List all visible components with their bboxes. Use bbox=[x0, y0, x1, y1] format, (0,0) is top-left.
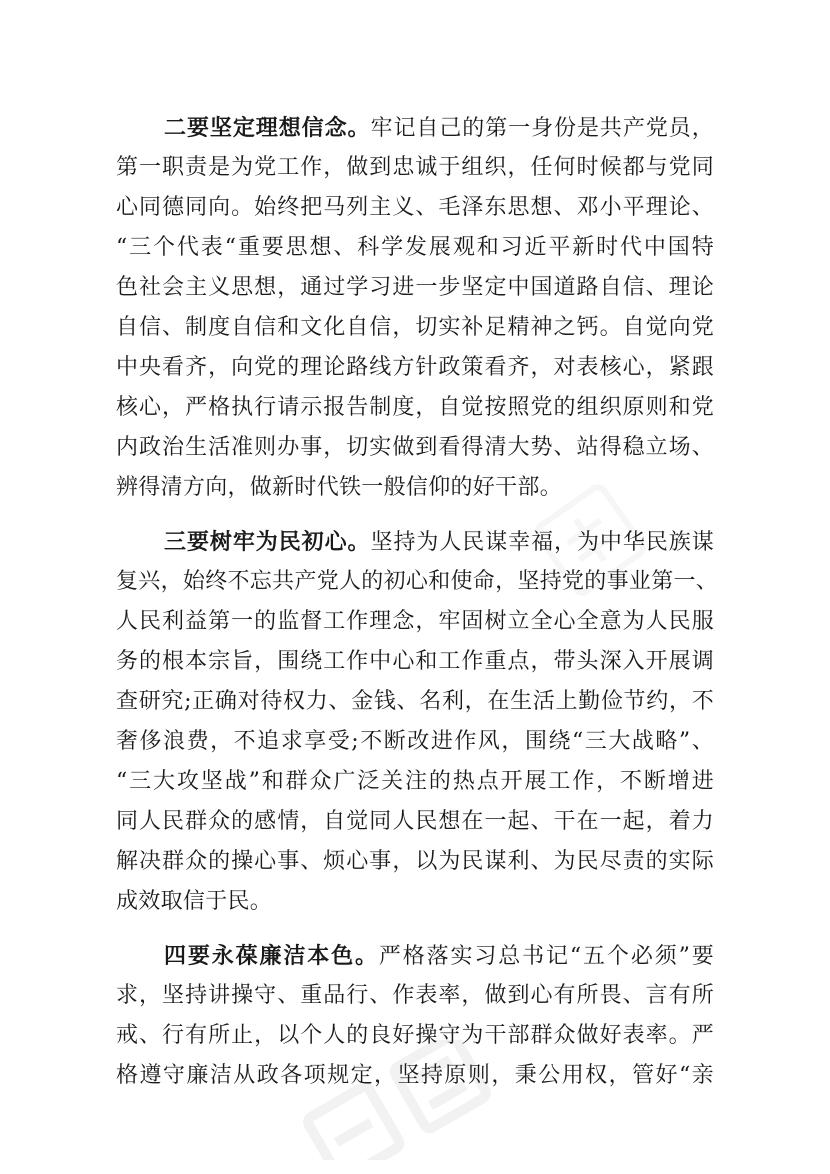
paragraph-line: “三个代表“重要思想、科学发展观和习近平新时代中国特 bbox=[116, 235, 714, 260]
paragraph-line: 中央看齐，向党的理论路线方针政策看齐，对表核心，紧跟 bbox=[116, 355, 714, 380]
paragraph-line: 务的根本宗旨，围绕工作中心和工作重点，带头深入开展调 bbox=[116, 649, 714, 674]
paragraph-line: 戒、行有所止，以个人的良好操守为干部群众做好表率。严 bbox=[116, 1023, 714, 1048]
paragraph-heading: 四要永葆廉洁本色。 bbox=[164, 943, 379, 969]
paragraph-line: 解决群众的操心事、烦心事，以为民谋利、为民尽责的实际 bbox=[116, 849, 714, 874]
paragraph-line: 成效取信于民。 bbox=[116, 889, 273, 914]
document-body bbox=[116, 108, 719, 1110]
paragraph-line: 查研究;正确对待权力、金钱、名利，在生活上勤俭节约，不 bbox=[116, 689, 714, 714]
paragraph-line: 第一职责是为党工作，做到忠诚于组织，任何时候都与党同 bbox=[116, 155, 714, 180]
paragraph-people-first bbox=[116, 522, 719, 922]
paragraph-line: 奢侈浪费，不追求享受;不断改进作风，围绕“三大战略”、 bbox=[116, 729, 714, 754]
paragraph-line bbox=[116, 936, 714, 976]
paragraph-line: 内政治生活准则办事，切实做到看得清大势、站得稳立场、 bbox=[116, 435, 714, 460]
paragraph-heading: 二要坚定理想信念。 bbox=[164, 115, 371, 141]
paragraph-line: “三大攻坚战”和群众广泛关注的热点开展工作，不断增进 bbox=[116, 769, 714, 794]
paragraph-line: 复兴，始终不忘共产党人的初心和使命，坚持党的事业第一、 bbox=[116, 569, 719, 594]
paragraph-line: 同人民群众的感情，自觉同人民想在一起、干在一起，着力 bbox=[116, 809, 714, 834]
paragraph-integrity bbox=[116, 936, 714, 1096]
paragraph-line: 自信、制度自信和文化自信，切实补足精神之钙。自觉向党 bbox=[116, 315, 714, 340]
paragraph-heading: 三要树牢为民初心。 bbox=[164, 529, 371, 555]
paragraph-text: 严格落实习总书记“五个必须”要 bbox=[378, 944, 714, 969]
paragraph-text: 坚持为人民谋幸福，为中华民族谋 bbox=[370, 530, 714, 555]
paragraph-line: 求，坚持讲操守、重品行、作表率，做到心有所畏、言有所 bbox=[116, 983, 714, 1008]
paragraph-line: 核心，严格执行请示报告制度，自觉按照党的组织原则和党 bbox=[116, 395, 714, 420]
paragraph-line: 格遵守廉洁从政各项规定，坚持原则，秉公用权，管好“亲 bbox=[116, 1063, 714, 1088]
paragraph-line bbox=[116, 522, 714, 562]
paragraph-line: 心同德同向。始终把马列主义、毛泽东思想、邓小平理论、 bbox=[116, 195, 714, 220]
paragraph-ideals bbox=[116, 108, 714, 508]
paragraph-line: 色社会主义思想，通过学习进一步坚定中国道路自信、理论 bbox=[116, 275, 714, 300]
paragraph-line: 辨得清方向，做新时代铁一般信仰的好干部。 bbox=[116, 475, 563, 500]
paragraph-line: 人民利益第一的监督工作理念，牢固树立全心全意为人民服 bbox=[116, 609, 714, 634]
paragraph-line bbox=[116, 108, 714, 148]
paragraph-text: 牢记自己的第一身份是共产党员， bbox=[370, 116, 714, 141]
